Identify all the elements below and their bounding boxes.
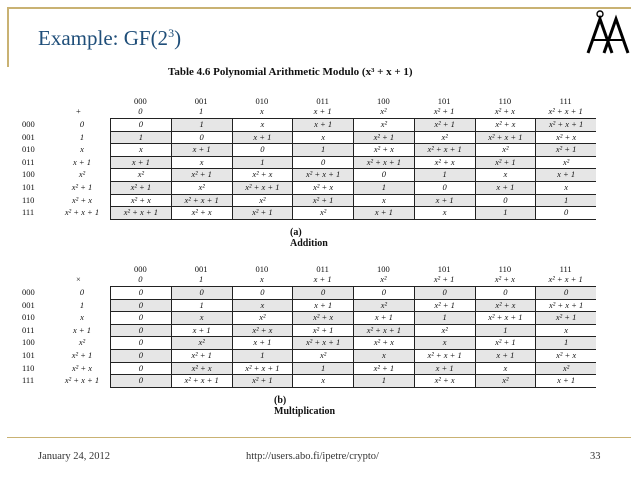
table-cell: x + 1 [111,157,171,169]
column-poly-header: 0 [138,274,143,284]
table-cell: 1 [476,325,536,337]
column-poly-header: x [259,106,264,116]
table-cell: x² + x + 1 [354,325,414,337]
table-cell: 0 [415,287,475,299]
table-cell: x + 1 [476,350,536,362]
table-cell: 0 [233,144,293,156]
column-poly-header: x + 1 [313,106,332,116]
column-poly-header: x² + 1 [433,106,455,116]
table-cell: 1 [536,337,596,349]
row-binary-label: 011 [22,156,35,167]
table-cell: x² + x [536,132,596,144]
table-cell: x [354,195,414,207]
table-cell: x² + x + 1 [172,195,232,207]
table-cell: x² + 1 [172,169,232,181]
table-cell: x + 1 [233,132,293,144]
table-cell: x² + 1 [415,300,475,312]
table-cell: x + 1 [354,312,414,324]
row-poly-label: 1 [79,299,85,310]
row-poly-label: x² + x + 1 [64,375,100,386]
table-cell: x² + x [354,337,414,349]
multiplication-grid [110,286,596,388]
row-binary-label: 010 [22,312,35,323]
table-cell: 0 [536,287,596,299]
table-cell: x + 1 [233,337,293,349]
slide-title: Example: $GF(2^3)$ [38,26,182,50]
table-cell: x² + 1 [172,350,232,362]
table-cell: 1 [415,169,475,181]
table-cell: x² + x [536,350,596,362]
footer-url: http://users.abo.fi/ipetre/crypto/ [246,451,379,462]
column-binary-header: 001 [194,96,208,106]
table-cell: x [476,363,536,375]
table-cell: x² [111,169,171,181]
table-cell: x [172,312,232,324]
footer-page-number: 33 [590,451,601,462]
table-cell: x [293,132,353,144]
column-binary-header: 111 [559,96,572,106]
row-binary-label: 001 [22,131,35,142]
table-cell: 0 [172,132,232,144]
row-poly-label: x² [78,169,86,180]
table-cell: x² + x [172,207,232,219]
table-cell: x² + 1 [354,363,414,375]
table-cell: 1 [354,375,414,387]
table-cell: x [233,300,293,312]
table-cell: x² + 1 [536,312,596,324]
row-binary-label: 100 [22,169,35,180]
table-cell: x + 1 [293,119,353,131]
table-cell: x + 1 [536,375,596,387]
table-cell: x² + x [111,195,171,207]
column-poly-header: x² [380,274,387,284]
table-cell: x² + x + 1 [233,182,293,194]
table-cell: x² + x + 1 [536,119,596,131]
table-cell: 0 [111,119,171,131]
table-cell: 0 [354,169,414,181]
table-cell: 0 [111,375,171,387]
table-cell: x² [172,337,232,349]
table-cell: 0 [233,287,293,299]
table-caption: Table 4.6 Polynomial Arithmetic Modulo (x³ + x + 1) [168,66,413,78]
footer-date: January 24, 2012 [38,451,111,462]
table-cell: x² + 1 [233,375,293,387]
row-binary-label: 011 [22,324,35,335]
table-cell: 1 [476,207,536,219]
row-binary-label: 100 [22,337,35,348]
table-cell: x + 1 [415,195,475,207]
table-cell: x² [354,119,414,131]
table-cell: x² + x [233,325,293,337]
table-cell: x² + x + 1 [476,132,536,144]
table-cell: x² + 1 [233,207,293,219]
table-cell: x² [476,375,536,387]
table-cell: 0 [354,287,414,299]
column-binary-header: 000 [134,264,147,274]
column-binary-header: 100 [377,96,390,106]
table-cell: x² [415,132,475,144]
table-cell: 1 [354,182,414,194]
table-cell: 1 [293,363,353,375]
table-cell: x + 1 [293,300,353,312]
table-cell: x [536,325,596,337]
table-cell: x² [293,350,353,362]
table-cell: x² [476,144,536,156]
table-cell: x [111,144,171,156]
table-cell: x² [354,300,414,312]
table-cell: x² + x [415,375,475,387]
table-cell: x² + x + 1 [476,312,536,324]
row-poly-label: 0 [79,119,85,129]
column-binary-header: 101 [437,96,451,106]
row-binary-label: 010 [22,144,35,155]
table-cell: x² [536,157,596,169]
row-binary-label: 000 [22,287,35,297]
table-cell: x² + 1 [536,144,596,156]
table-cell: x² [172,182,232,194]
table-cell: x [536,182,596,194]
column-binary-header: 111 [559,264,572,274]
row-binary-label: 001 [22,299,35,310]
row-poly-label: x² + 1 [71,350,93,360]
table-cell: x² + x [476,119,536,131]
table-cell: 0 [476,287,536,299]
table-cell: 1 [415,312,475,324]
table-cell: x² + x [233,169,293,181]
column-poly-header: x² + x [494,106,515,116]
table-cell: x² [233,312,293,324]
table-cell: x² + x + 1 [536,300,596,312]
table-cell: x [415,337,475,349]
column-binary-header: 001 [194,264,208,274]
multiplication-subtitle: (b) Multiplication [274,394,336,417]
table-cell: x² + x + 1 [293,337,353,349]
table-cell: x² + 1 [293,325,353,337]
table-cell: x [172,157,232,169]
table-cell: x + 1 [415,363,475,375]
table-cell: 1 [536,195,596,207]
table-cell: 0 [476,195,536,207]
column-binary-header: 011 [316,264,329,274]
table-cell: 1 [111,132,171,144]
table-cell: 0 [415,182,475,194]
row-binary-label: 111 [22,375,35,386]
table-cell: x² + 1 [111,182,171,194]
column-binary-header: 011 [316,96,329,106]
table-cell: x + 1 [354,207,414,219]
column-poly-header: x² + x [494,274,515,284]
table-cell: x² [536,363,596,375]
table-cell: x² + x + 1 [172,375,232,387]
column-poly-header: x + 1 [313,274,332,284]
table-cell: 0 [111,300,171,312]
table-cell: x² + 1 [476,157,536,169]
row-binary-label: 110 [22,362,35,373]
table-cell: x + 1 [172,325,232,337]
table-cell: 1 [172,119,232,131]
column-poly-header: 1 [199,106,204,116]
row-binary-label: 110 [22,194,35,205]
column-binary-header: 110 [498,96,512,106]
slide-top-rule [7,7,631,9]
table-cell: x² + x + 1 [293,169,353,181]
table-cell: x² + x [476,300,536,312]
column-binary-header: 100 [377,264,390,274]
table-cell: 1 [233,157,293,169]
row-binary-label: 101 [22,350,35,360]
column-binary-header: 010 [255,96,269,106]
table-cell: 0 [293,287,353,299]
column-binary-header: 010 [255,264,269,274]
table-cell: x² + 1 [354,132,414,144]
table-cell: 0 [293,157,353,169]
slide-left-rule [7,7,9,67]
row-poly-label: x² + x [71,362,93,373]
row-poly-label: x² + x [71,194,93,205]
row-poly-label: x² + 1 [71,182,93,192]
table-cell: x + 1 [536,169,596,181]
row-poly-label: x² + x + 1 [64,207,100,218]
table-cell: x² + x + 1 [415,144,475,156]
table-cell: 0 [111,312,171,324]
column-poly-header: x² [380,106,387,116]
table-cell: x² [415,325,475,337]
table-cell: x² [293,207,353,219]
row-poly-label: 0 [79,287,85,297]
table-cell: 0 [111,350,171,362]
column-binary-header: 101 [437,264,451,274]
column-poly-header: 0 [138,106,143,116]
column-poly-header: x² + x + 1 [548,274,583,284]
column-binary-header: 110 [498,264,512,274]
operator-symbol: × [76,274,81,284]
operator-symbol: + [76,106,81,116]
table-cell: x² + 1 [415,119,475,131]
table-cell: x² + x + 1 [111,207,171,219]
column-binary-header: 000 [134,96,147,106]
table-cell: x² + x [354,144,414,156]
table-cell: x² [233,195,293,207]
table-cell: 0 [111,287,171,299]
table-cell: 0 [111,363,171,375]
table-cell: x [233,119,293,131]
column-poly-header: x² + 1 [433,274,455,284]
table-cell: x [415,207,475,219]
table-cell: x² + 1 [476,337,536,349]
row-poly-label: x [80,312,84,323]
table-cell: x² + x [172,363,232,375]
table-cell: x + 1 [172,144,232,156]
table-cell: x² + 1 [293,195,353,207]
table-cell: x [354,350,414,362]
table-cell: x² + x [293,182,353,194]
table-cell: x² + x [293,312,353,324]
table-cell: 1 [172,300,232,312]
table-cell: 0 [172,287,232,299]
row-poly-label: 1 [79,131,85,142]
table-cell: x + 1 [476,182,536,194]
addition-subtitle: (a) Addition [290,226,328,249]
abo-akademi-logo [586,10,630,54]
table-cell: x² + x + 1 [415,350,475,362]
table-cell: x [476,169,536,181]
table-cell: 0 [536,207,596,219]
table-cell: x² + x + 1 [233,363,293,375]
row-binary-label: 111 [22,207,35,218]
table-cell: 0 [111,337,171,349]
table-cell: 0 [111,325,171,337]
table-cell: 1 [233,350,293,362]
footer-rule [7,437,631,438]
column-poly-header: x² + x + 1 [548,106,583,116]
column-poly-header: x [259,274,264,284]
table-cell: 1 [293,144,353,156]
row-binary-label: 000 [22,119,35,129]
table-cell: x² + x [415,157,475,169]
table-cell: x² + x + 1 [354,157,414,169]
table-cell: x [293,375,353,387]
addition-grid [110,118,596,220]
row-poly-label: x² [78,337,86,348]
row-binary-label: 101 [22,182,35,192]
row-poly-label: x + 1 [72,324,91,335]
column-poly-header: 1 [199,274,204,284]
table-figure [18,64,628,424]
row-poly-label: x [80,144,84,155]
row-poly-label: x + 1 [72,156,91,167]
